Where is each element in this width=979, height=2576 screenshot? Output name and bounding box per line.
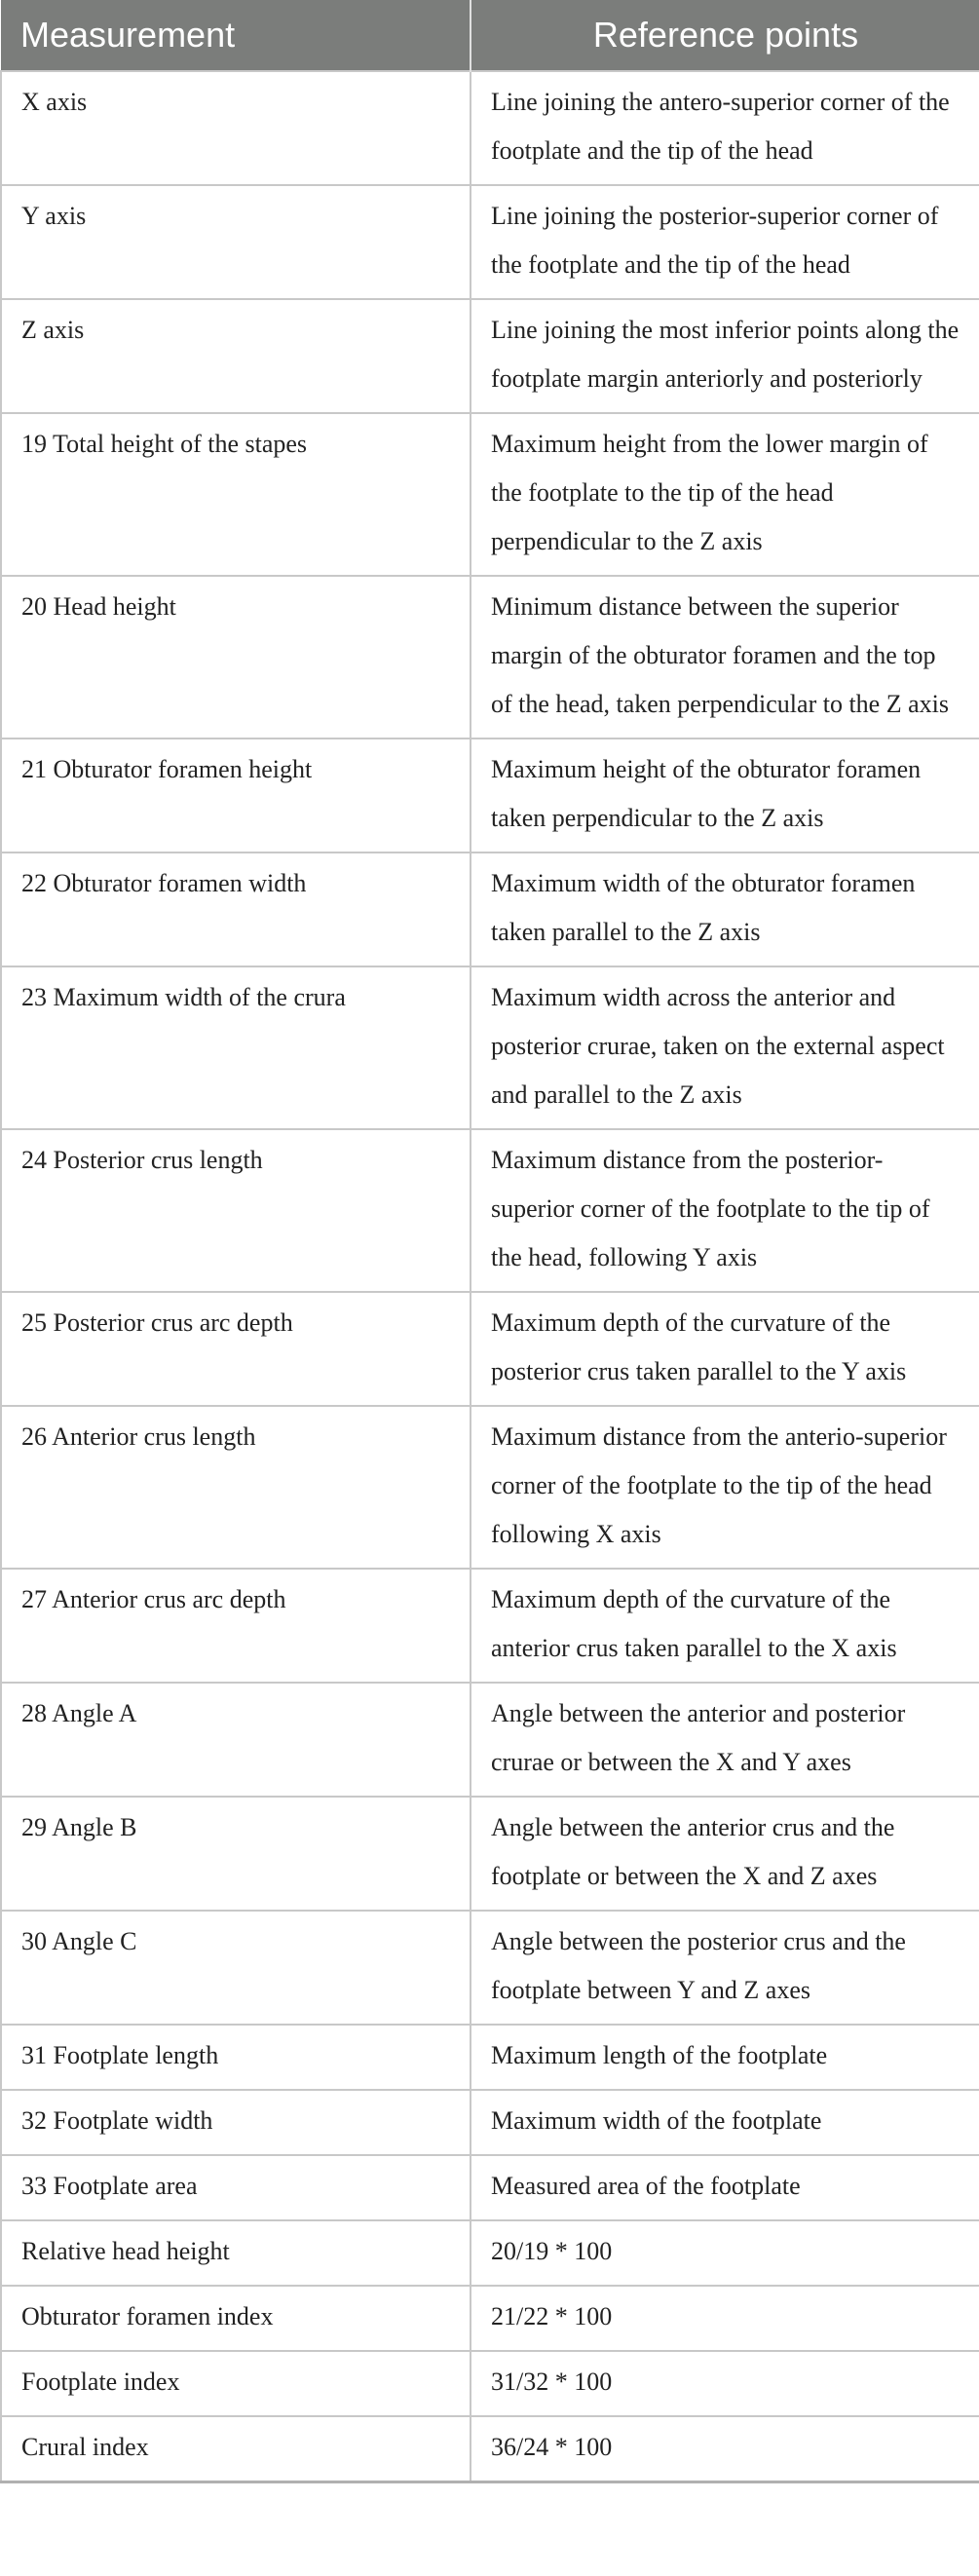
measurement-cell: Z axis bbox=[1, 299, 471, 413]
table-row bbox=[1, 2286, 979, 2351]
measurement-cell: 27 Anterior crus arc depth bbox=[1, 1569, 471, 1683]
measurement-cell: Footplate index bbox=[1, 2351, 471, 2416]
table-row bbox=[1, 852, 979, 966]
reference-points-cell: Maximum width across the anterior and posterior crurae, taken on the external aspect and parallel to the Z axis bbox=[471, 966, 979, 1129]
reference-points-cell: 20/19 * 100 bbox=[471, 2220, 979, 2286]
table-row bbox=[1, 2416, 979, 2482]
table-row bbox=[1, 576, 979, 739]
measurement-cell: 29 Angle B bbox=[1, 1797, 471, 1911]
table-row bbox=[1, 1406, 979, 1569]
reference-points-cell: Maximum distance from the posterior-superior corner of the footplate to the tip of the head, following Y axis bbox=[471, 1129, 979, 1292]
reference-points-cell: Minimum distance between the superior margin of the obturator foramen and the top of the head, taken perpendicular to the Z axis bbox=[471, 576, 979, 739]
column-header-measurement: Measurement bbox=[1, 0, 471, 71]
measurement-cell: 24 Posterior crus length bbox=[1, 1129, 471, 1292]
reference-points-cell: Maximum width of the footplate bbox=[471, 2090, 979, 2155]
table-row bbox=[1, 2351, 979, 2416]
table-row bbox=[1, 413, 979, 576]
reference-points-cell: Maximum height from the lower margin of the footplate to the tip of the head perpendicular to the Z axis bbox=[471, 413, 979, 576]
table-row bbox=[1, 299, 979, 413]
reference-points-cell: Line joining the antero-superior corner of the footplate and the tip of the head bbox=[471, 71, 979, 185]
measurement-cell: 26 Anterior crus length bbox=[1, 1406, 471, 1569]
reference-points-cell: Maximum depth of the curvature of the anterior crus taken parallel to the X axis bbox=[471, 1569, 979, 1683]
column-header-reference-points: Reference points bbox=[471, 0, 979, 71]
table-body bbox=[1, 71, 979, 2482]
measurement-cell: Obturator foramen index bbox=[1, 2286, 471, 2351]
table-row bbox=[1, 2155, 979, 2220]
table-row bbox=[1, 1292, 979, 1406]
header-row bbox=[1, 0, 979, 71]
reference-points-cell: 21/22 * 100 bbox=[471, 2286, 979, 2351]
reference-points-cell: Measured area of the footplate bbox=[471, 2155, 979, 2220]
table-row bbox=[1, 71, 979, 185]
measurement-cell: 25 Posterior crus arc depth bbox=[1, 1292, 471, 1406]
measurement-cell: 22 Obturator foramen width bbox=[1, 852, 471, 966]
reference-points-cell: Line joining the posterior-superior corner of the footplate and the tip of the head bbox=[471, 185, 979, 299]
measurement-cell: 33 Footplate area bbox=[1, 2155, 471, 2220]
table-row bbox=[1, 739, 979, 852]
reference-points-cell: Maximum length of the footplate bbox=[471, 2025, 979, 2090]
measurement-cell: X axis bbox=[1, 71, 471, 185]
table-row bbox=[1, 1683, 979, 1797]
reference-points-cell: 36/24 * 100 bbox=[471, 2416, 979, 2482]
table-row bbox=[1, 1797, 979, 1911]
reference-points-cell: Angle between the anterior and posterior crurae or between the X and Y axes bbox=[471, 1683, 979, 1797]
reference-points-cell: Angle between the posterior crus and the footplate between Y and Z axes bbox=[471, 1911, 979, 2025]
measurement-cell: 28 Angle A bbox=[1, 1683, 471, 1797]
reference-points-cell: Maximum depth of the curvature of the posterior crus taken parallel to the Y axis bbox=[471, 1292, 979, 1406]
measurement-cell: 31 Footplate length bbox=[1, 2025, 471, 2090]
measurement-cell: 21 Obturator foramen height bbox=[1, 739, 471, 852]
measurement-cell: Y axis bbox=[1, 185, 471, 299]
measurement-cell: 20 Head height bbox=[1, 576, 471, 739]
reference-points-cell: Maximum distance from the anterio-superior corner of the footplate to the tip of the head following X axis bbox=[471, 1406, 979, 1569]
table-row bbox=[1, 2090, 979, 2155]
reference-points-cell: Maximum width of the obturator foramen taken parallel to the Z axis bbox=[471, 852, 979, 966]
measurement-cell: 19 Total height of the stapes bbox=[1, 413, 471, 576]
reference-points-cell: 31/32 * 100 bbox=[471, 2351, 979, 2416]
table-row bbox=[1, 185, 979, 299]
table-row bbox=[1, 1569, 979, 1683]
reference-points-cell: Maximum height of the obturator foramen taken perpendicular to the Z axis bbox=[471, 739, 979, 852]
table-row bbox=[1, 1129, 979, 1292]
table-header bbox=[1, 0, 979, 71]
measurement-cell: 23 Maximum width of the crura bbox=[1, 966, 471, 1129]
reference-points-cell: Line joining the most inferior points along the footplate margin anteriorly and posteriorly bbox=[471, 299, 979, 413]
reference-points-cell: Angle between the anterior crus and the footplate or between the X and Z axes bbox=[471, 1797, 979, 1911]
table-row bbox=[1, 2220, 979, 2286]
measurement-cell: Crural index bbox=[1, 2416, 471, 2482]
table-row bbox=[1, 966, 979, 1129]
table-row bbox=[1, 1911, 979, 2025]
table-row bbox=[1, 2025, 979, 2090]
measurement-cell: 32 Footplate width bbox=[1, 2090, 471, 2155]
measurement-cell: Relative head height bbox=[1, 2220, 471, 2286]
measurement-cell: 30 Angle C bbox=[1, 1911, 471, 2025]
